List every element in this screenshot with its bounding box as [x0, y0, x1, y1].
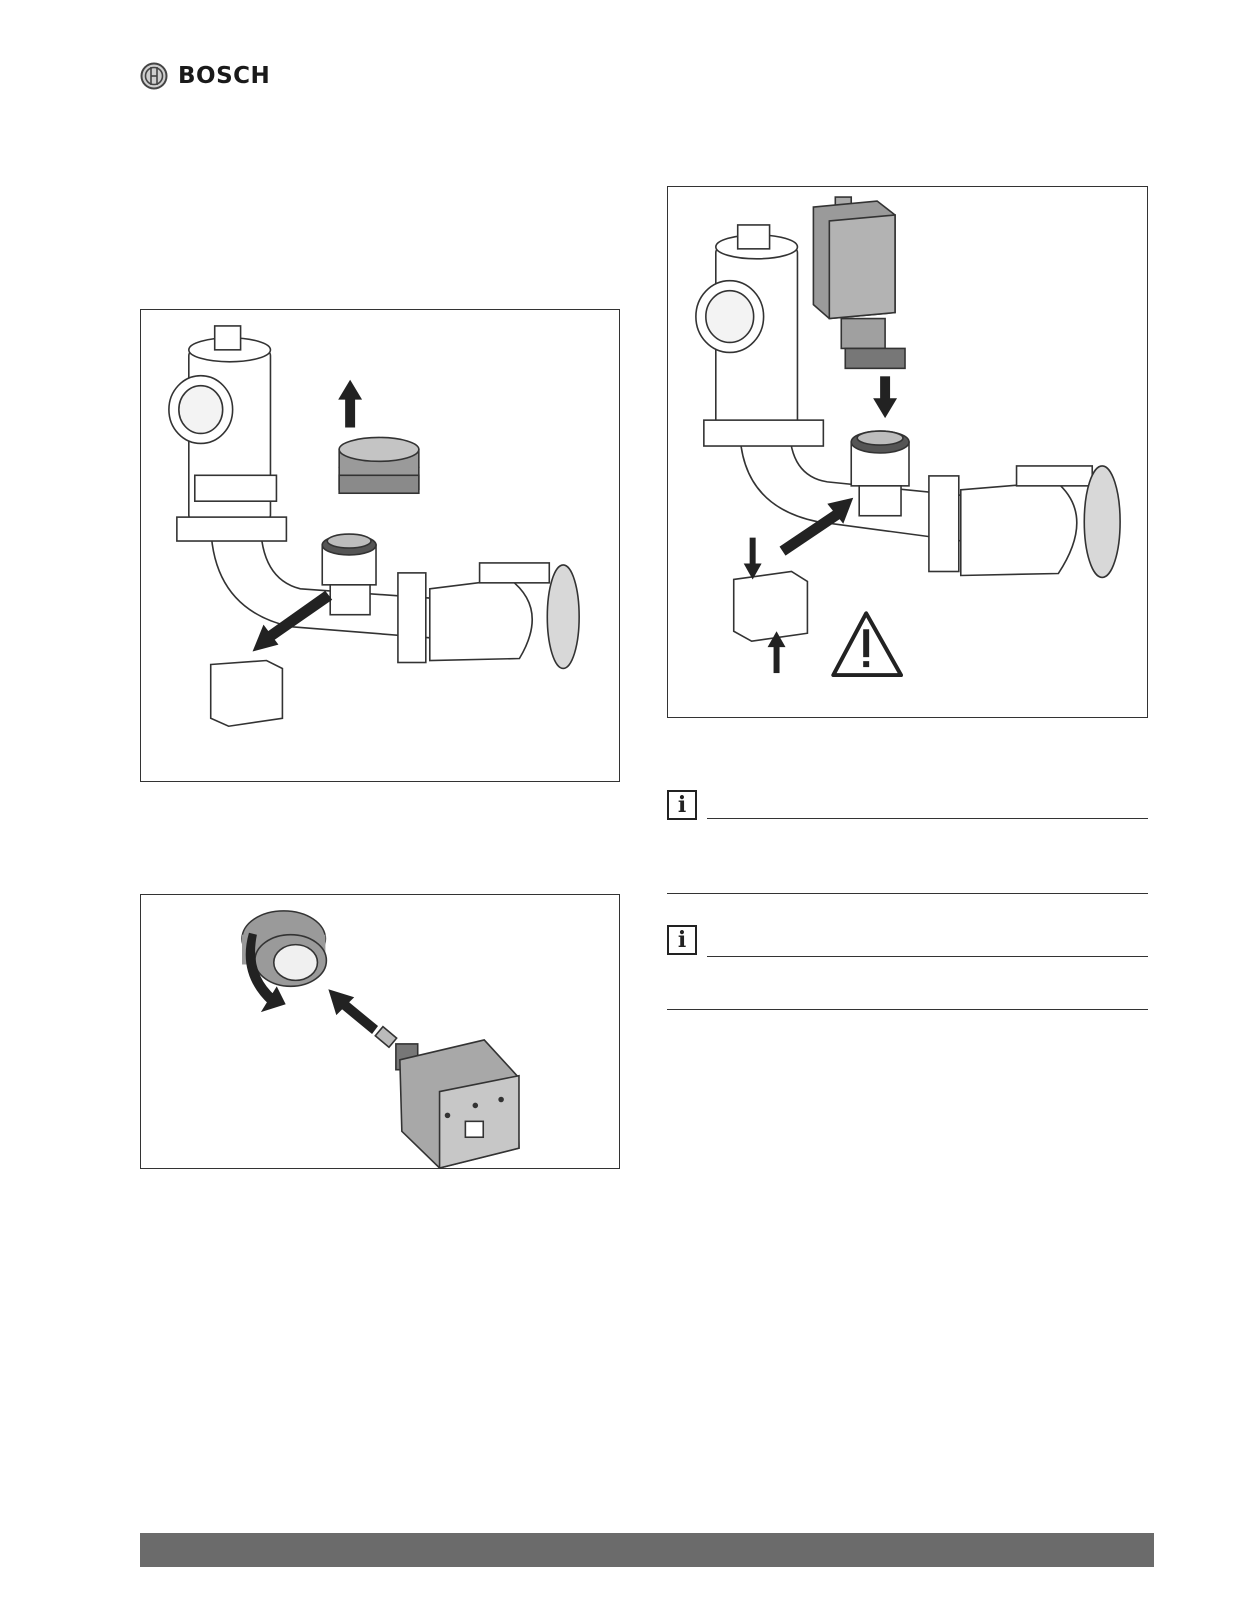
info-icon: i [667, 925, 697, 955]
plug-cap-icon [339, 437, 419, 493]
brand-logo [140, 60, 270, 92]
figure-remove-plug [140, 309, 620, 782]
figure-insert-sensor [667, 186, 1148, 718]
arrow-diagonal-icon [328, 989, 378, 1034]
note-bottom-rule [667, 1009, 1148, 1010]
bosch-armature-icon [140, 62, 168, 90]
clip-icon [211, 661, 283, 727]
warning-triangle-icon [833, 613, 901, 675]
sensor-module-icon [375, 1027, 519, 1168]
sensor-module-icon [813, 197, 905, 368]
info-icon: i [667, 790, 697, 820]
brand-name: BOSCH [178, 63, 271, 89]
note-top-rule [707, 956, 1148, 957]
clip-icon [734, 572, 808, 642]
footer-bar [140, 1533, 1154, 1567]
note-bottom-rule [667, 893, 1148, 894]
note-top-rule [707, 818, 1148, 819]
arrow-up-icon [338, 380, 362, 428]
figure-screw-adapter [140, 894, 620, 1169]
